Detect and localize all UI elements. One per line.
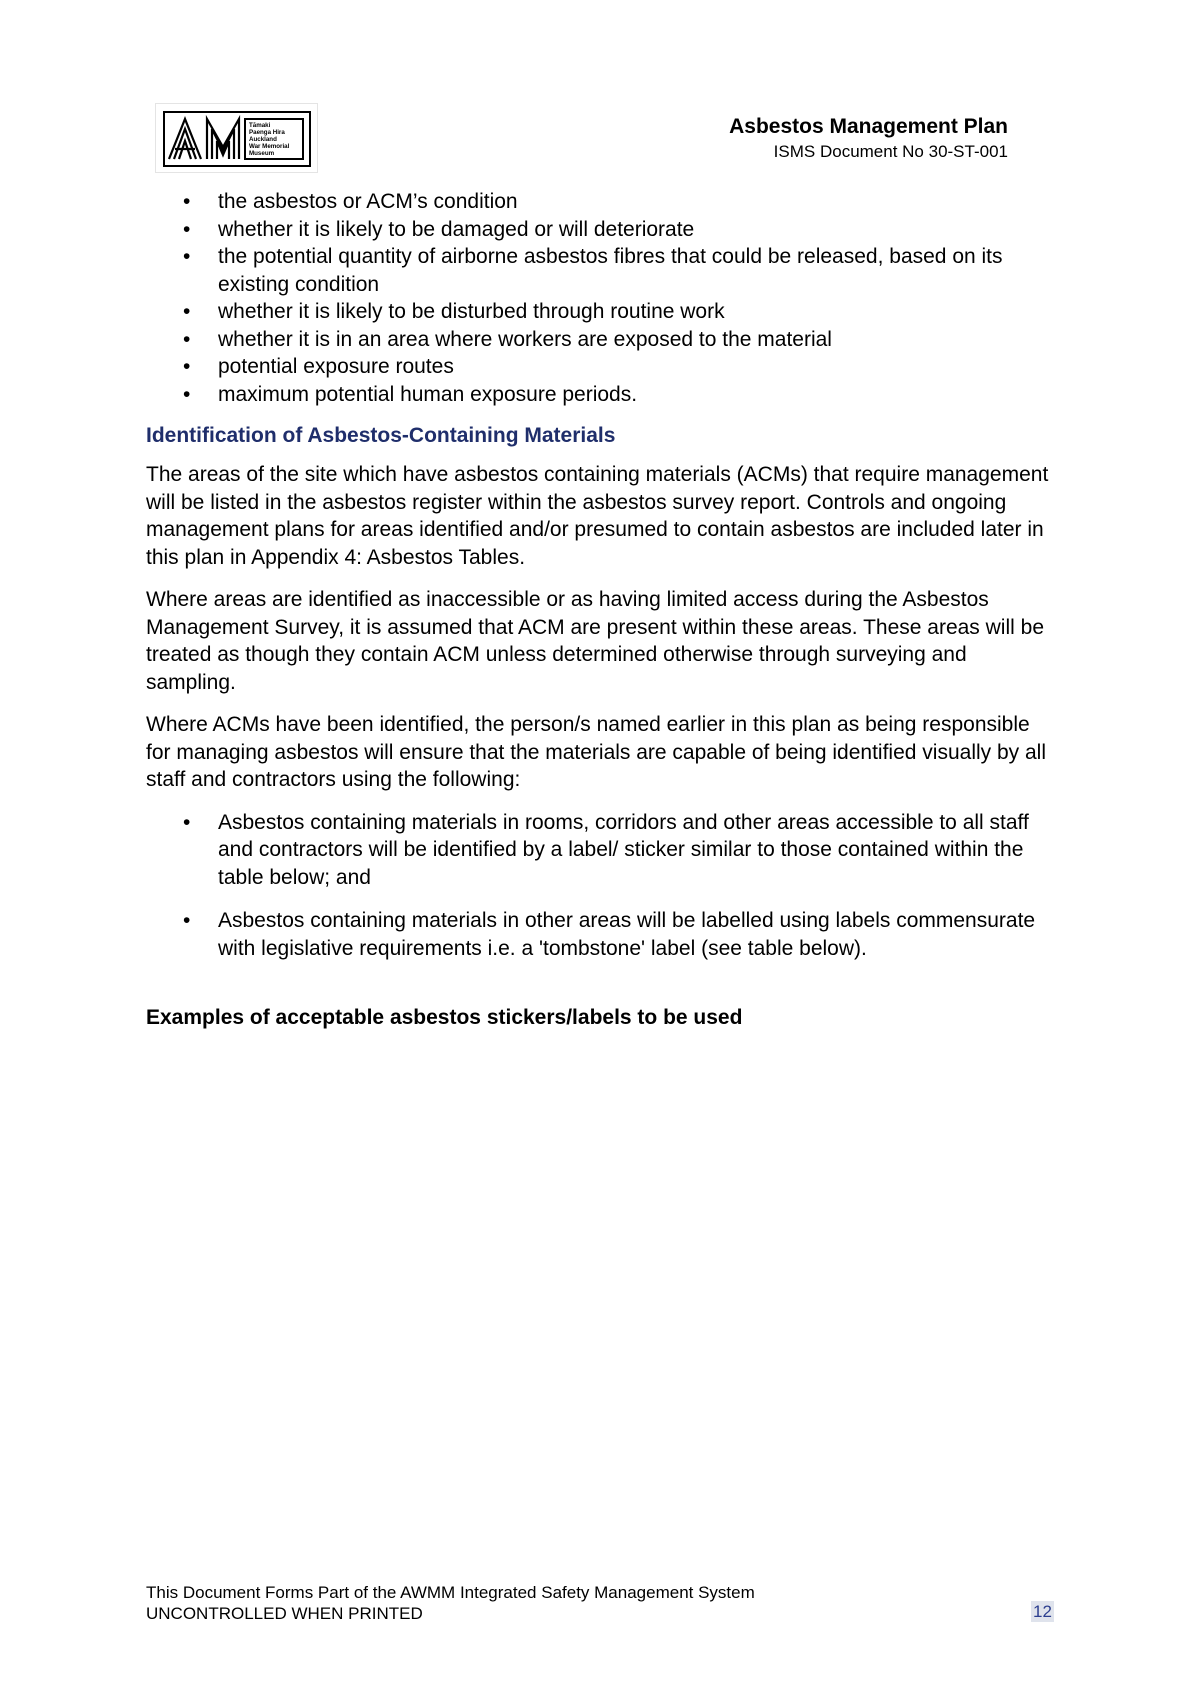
examples-heading: Examples of acceptable asbestos stickers/labels to be used — [146, 1006, 743, 1029]
list-item: • whether it is in an area where workers are exposed to the material — [146, 326, 1056, 354]
document-body — [146, 188, 1056, 1031]
page-footer — [146, 1582, 755, 1624]
list-item: • the asbestos or ACM’s condition — [146, 188, 1056, 216]
logo-caption-line: Paenga Hira — [249, 129, 285, 136]
list-item: • the potential quantity of airborne asbestos fibres that could be released, based on its existing condition — [146, 243, 1056, 298]
document-title: Asbestos Management Plan — [729, 115, 1008, 138]
museum-logo — [155, 103, 318, 173]
section-heading: Identification of Asbestos-Containing Materials — [146, 424, 616, 447]
logo-caption-line: Auckland — [249, 136, 277, 143]
labelling-methods-list — [146, 809, 1056, 963]
document-number: ISMS Document No 30-ST-001 — [773, 142, 1008, 161]
footer-statement: This Document Forms Part of the AWMM Integrated Safety Management System — [146, 1583, 755, 1602]
logo-caption-line: War Memorial — [249, 143, 290, 150]
assessment-factors-list — [146, 188, 1056, 408]
list-item: • whether it is likely to be damaged or will deteriorate — [146, 216, 1056, 244]
paragraph: Where ACMs have been identified, the person/s named earlier in this plan as being responsible for managing asbestos will ensure that the materials are capable of being identified visually by all staff and contractors using the following: — [146, 713, 1047, 791]
list-item: • Asbestos containing materials in rooms, corridors and other areas accessible to all staff and contractors will be identified by a label/ sticker similar to those contained within the table below; and — [146, 809, 1056, 892]
list-item: • whether it is likely to be disturbed through routine work — [146, 298, 1056, 326]
logo-caption-line: Tāmaki — [249, 122, 271, 129]
logo-caption-line: Museum — [249, 150, 275, 157]
list-item: • potential exposure routes — [146, 353, 1056, 381]
paragraph: The areas of the site which have asbestos containing materials (ACMs) that require management will be listed in the asbestos register within the asbestos survey report. Controls and ongoing management plans for areas identified and/or presumed to contain asbestos are included later in this plan in Appendix 4: Asbestos Tables. — [146, 463, 1049, 569]
footer-uncontrolled-notice: UNCONTROLLED WHEN PRINTED — [146, 1604, 423, 1623]
am-logo-graphic — [163, 111, 311, 167]
list-item: • maximum potential human exposure periods. — [146, 381, 1056, 409]
paragraph: Where areas are identified as inaccessible or as having limited access during the Asbestos Management Survey, it is assumed that ACM are present within these areas. These areas will be treated as though they contain ACM unless determined otherwise through surveying and sampling. — [146, 588, 1044, 694]
page-number: 12 — [1033, 1602, 1052, 1621]
list-item: • Asbestos containing materials in other areas will be labelled using labels commensurate with legislative requirements i.e. a 'tombstone' label (see table below). — [146, 907, 1056, 962]
